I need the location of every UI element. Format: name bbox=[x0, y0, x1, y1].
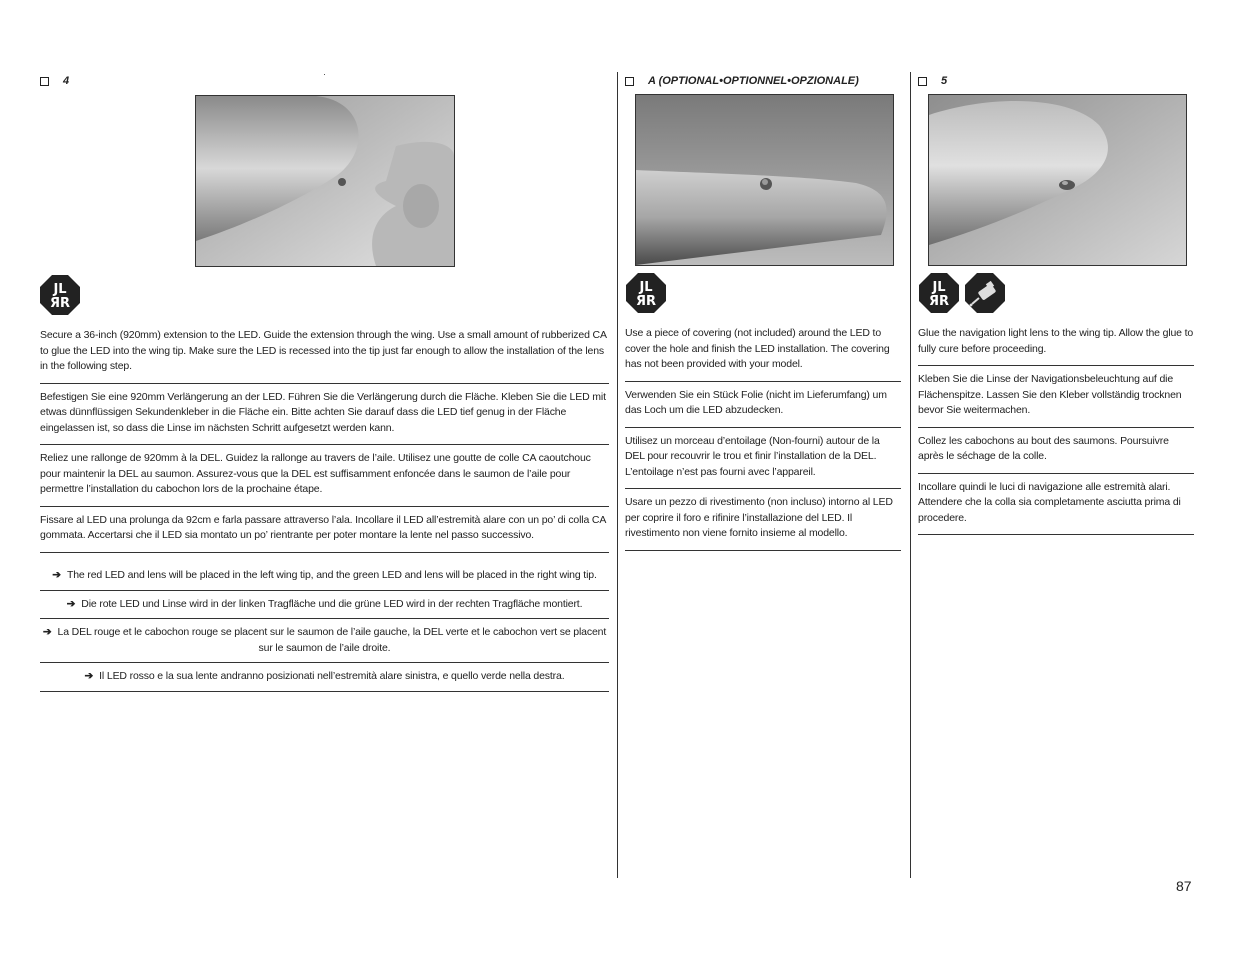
column-step-a bbox=[625, 72, 901, 90]
page-number: 87 bbox=[1176, 878, 1192, 894]
step-header-a bbox=[625, 72, 901, 90]
jr-servo-reverse-octagon-icon bbox=[626, 273, 666, 313]
step-checkbox[interactable] bbox=[625, 77, 634, 86]
jr-servo-reverse-octagon-icon bbox=[919, 273, 959, 313]
column-step-4 bbox=[40, 72, 609, 90]
step-checkbox[interactable] bbox=[918, 77, 927, 86]
photo-step-a bbox=[635, 94, 894, 266]
paragraph-french: Collez les cabochons au bout des saumons. Poursuivre après le séchage de la colle. bbox=[918, 428, 1194, 474]
svg-text:ЯR: ЯR bbox=[635, 294, 657, 309]
step-header-5 bbox=[918, 72, 1194, 90]
paragraph-italian: Usare un pezzo di rivestimento (non incluso) intorno al LED per coprire il foro e rifinire l’installazione del LED. Il rivestimento non viene fornito insieme al modello. bbox=[625, 489, 901, 551]
step-header-4 bbox=[40, 72, 609, 90]
svg-text:ЯR: ЯR bbox=[928, 294, 950, 309]
icon-row-step-4 bbox=[40, 275, 80, 315]
paragraph-german: Befestigen Sie eine 920mm Verlängerung an der LED. Führen Sie die Verlängerung durch die Fläche. Kleben Sie die LED mit etwas dünnflüssigen Sekundenkleber in die Fläche ein. Bitte achten Sie darauf dass die LED tief genug in der Fläche eingelassen ist, so dass die Linse im nächsten Schritt aufgesetzt werden kann. bbox=[40, 384, 609, 446]
icon-row-step-5 bbox=[919, 273, 1005, 313]
arrow-icon: ➔ bbox=[66, 597, 76, 610]
paragraph-english: Glue the navigation light lens to the wing tip. Allow the glue to fully cure before proceeding. bbox=[918, 326, 1194, 366]
svg-text:JL: JL bbox=[53, 282, 67, 297]
column-divider bbox=[617, 72, 618, 878]
paragraph-french: Utilisez un morceau d’entoilage (Non-fourni) autour de la DEL pour recouvrir le trou et finir l’installation de la DEL. L’entoilage n’est pas fourni avec l’appareil. bbox=[625, 428, 901, 490]
paragraph-italian: Incollare quindi le luci di navigazione alle estremità alari. Attendere che la colla sia completamente asciutta prima di procedere. bbox=[918, 474, 1194, 536]
column-divider bbox=[910, 72, 911, 878]
note-italian: ➔ Il LED rosso e la sua lente andranno posizionati nell’estremità alare sinistra, e quello verde nella destra. bbox=[40, 663, 609, 692]
arrow-icon: ➔ bbox=[52, 569, 61, 581]
svg-text:JL: JL bbox=[932, 280, 946, 295]
text-step-4 bbox=[40, 328, 609, 553]
paragraph-german: Kleben Sie die Linse der Navigationsbeleuchtung auf die Flächenspitze. Lassen Sie den Kleber vollständig trocknen bevor Sie weitermachen. bbox=[918, 366, 1194, 428]
step-number: 5 bbox=[941, 75, 948, 87]
glue-bottle-octagon-icon bbox=[965, 273, 1005, 313]
led-placement-notes bbox=[40, 565, 609, 692]
svg-text:ЯR: ЯR bbox=[49, 296, 71, 311]
column-step-5 bbox=[918, 72, 1194, 90]
paragraph-italian: Fissare al LED una prolunga da 92cm e farla passare attraverso l’ala. Incollare il LED all’estremità alare con un po’ di colla CA gommata. Accertarsi che il LED sia montato un po’ rientrante per poter montare la lente nel passo successivo. bbox=[40, 507, 609, 553]
note-english: ➔ The red LED and lens will be placed in the left wing tip, and the green LED and lens will be placed in the right wing tip. bbox=[40, 565, 609, 591]
paragraph-german: Verwenden Sie ein Stück Folie (nicht im Lieferumfang) um das Loch um die LED abzudecken. bbox=[625, 382, 901, 428]
icon-row-step-a bbox=[626, 273, 666, 313]
jr-servo-reverse-octagon-icon bbox=[40, 275, 80, 315]
step-checkbox[interactable] bbox=[40, 77, 49, 86]
arrow-icon: ➔ bbox=[84, 670, 94, 682]
photo-step-5 bbox=[928, 94, 1187, 266]
text-step-a bbox=[625, 326, 901, 551]
svg-text:JL: JL bbox=[639, 280, 653, 295]
note-german: ➔ Die rote LED und Linse wird in der linken Tragfläche und die grüne LED wird in der rechten Tragfläche montiert. bbox=[40, 591, 609, 620]
text-step-5 bbox=[918, 326, 1194, 535]
paragraph-english: Use a piece of covering (not included) around the LED to cover the hole and finish the LED installation. The covering has not been provided with your model. bbox=[625, 326, 901, 382]
step-number: A (OPTIONAL•OPTIONNEL•OPZIONALE) bbox=[648, 75, 859, 87]
step-number: 4 bbox=[63, 75, 70, 87]
arrow-icon: ➔ bbox=[42, 626, 52, 638]
paragraph-french: Reliez une rallonge de 920mm à la DEL. Guidez la rallonge au travers de l’aile. Utilisez une goutte de colle CA caoutchouc pour maintenir la DEL au saumon. Assurez-vous que la DEL est suffisamment enfoncée dans le saumon de l’aile pour permettre l’installation du cabochon lors de la prochaine étape. bbox=[40, 445, 609, 507]
paragraph-english: Secure a 36-inch (920mm) extension to the LED. Guide the extension through the wing. Use a small amount of rubberized CA to glue the LED into the wing tip. Make sure the LED is recessed into the tip just far enough to allow the installation of the lens in the following step. bbox=[40, 328, 609, 384]
note-french: ➔ La DEL rouge et le cabochon rouge se placent sur le saumon de l’aile gauche, la DEL verte et le cabochon vert se placent sur le saumon de l’aile droite. bbox=[40, 619, 609, 663]
photo-step-4 bbox=[195, 95, 455, 267]
